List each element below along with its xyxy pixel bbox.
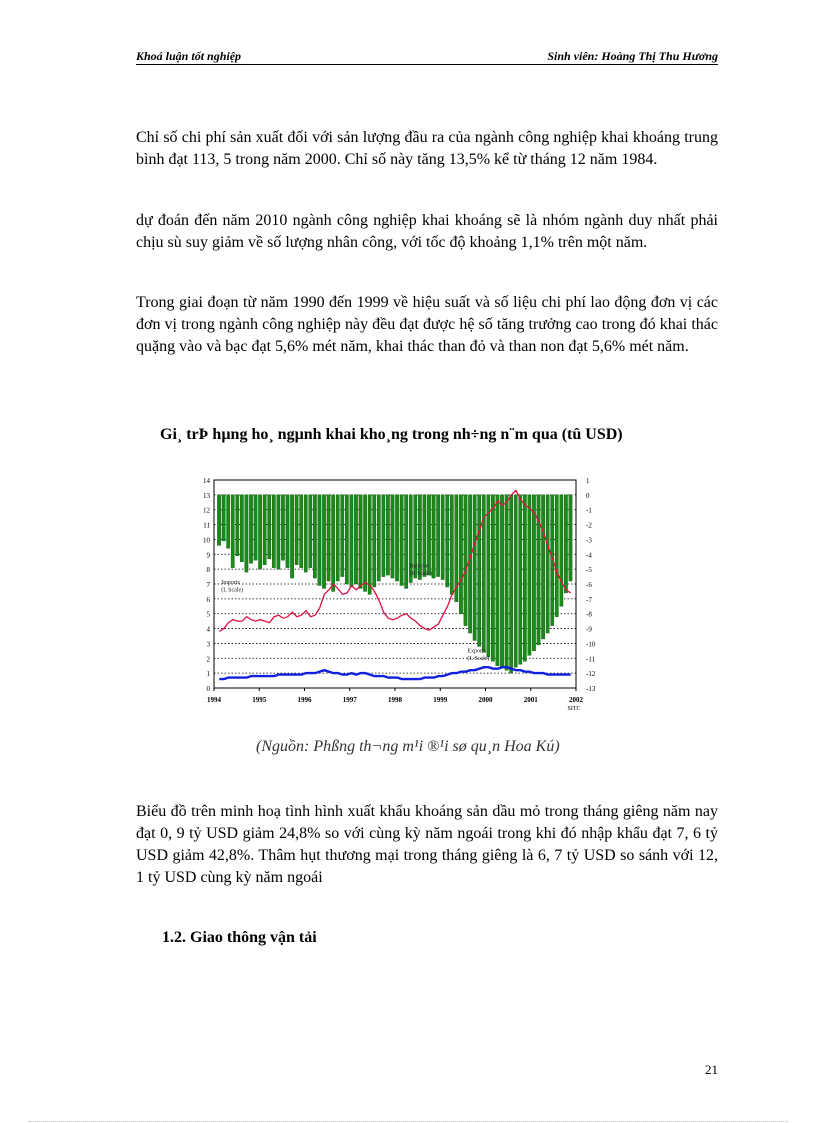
- balance-bar: [217, 495, 220, 546]
- balance-bar: [263, 495, 266, 565]
- left-tick-label: 12: [203, 506, 210, 515]
- balance-bar: [405, 495, 408, 589]
- right-tick-label: -11: [586, 655, 596, 664]
- balance-bar: [500, 495, 503, 667]
- right-tick-label: -12: [586, 670, 596, 679]
- left-tick-label: 7: [206, 581, 210, 589]
- balance-bar: [382, 495, 385, 577]
- balance-bar: [245, 495, 248, 572]
- left-tick-label: 5: [206, 610, 210, 619]
- balance-bar: [277, 495, 280, 569]
- balance-bar: [295, 495, 298, 565]
- left-tick-label: 10: [203, 536, 210, 545]
- x-tick-label: 2000: [478, 696, 493, 704]
- right-tick-label: 1: [586, 477, 590, 485]
- left-tick-label: 11: [203, 521, 210, 530]
- imports-scale-label: (L Scale): [221, 587, 244, 594]
- x-tick-label: 1995: [252, 696, 267, 704]
- balance-bar: [309, 495, 312, 568]
- left-tick-label: 8: [206, 566, 210, 575]
- left-tick-label: 3: [206, 640, 210, 649]
- left-tick-label: 0: [206, 685, 210, 693]
- x-tick-label: 1997: [342, 696, 357, 704]
- balance-bar: [258, 495, 261, 569]
- balance-bar: [363, 495, 366, 592]
- balance-bar: [555, 495, 558, 617]
- balance-bar: [377, 495, 380, 581]
- balance-bar: [354, 495, 357, 584]
- balance-bar: [468, 495, 471, 633]
- balance-bar: [368, 495, 371, 595]
- header-student-name: Sinh viên: Hoàng Thị Thu Hương: [547, 49, 718, 63]
- left-tick-label: 14: [203, 477, 210, 485]
- balance-bar: [322, 495, 325, 589]
- balance-bar: [281, 495, 284, 560]
- balance-bar: [290, 495, 293, 578]
- balance-bar: [249, 495, 252, 563]
- balance-bar: [332, 495, 335, 592]
- paragraph-productivity: Trong giai đoạn từ năm 1990 đến 1999 về hiệu suất và số liệu chi phí lao động đơn vị các đơn vị trong ngành công nghiệp này đều đạt được hệ số tăng trưởng cao trong đó khai thác quặng vào và bạc đạt 5,6% mét năm, khai thác than đỏ và than non đạt 5,6% mét năm.: [136, 294, 718, 355]
- exports-line: [219, 667, 570, 679]
- balance-bar: [345, 495, 348, 584]
- right-tick-label: -6: [586, 581, 592, 589]
- left-tick-label: 4: [206, 625, 210, 634]
- right-tick-label: -7: [586, 595, 592, 604]
- balance-bar: [272, 495, 275, 568]
- balance-bar: [496, 495, 499, 666]
- x-tick-label: 1996: [297, 696, 312, 704]
- balance-bar: [231, 495, 234, 568]
- balance-bar: [286, 495, 289, 568]
- right-tick-label: -10: [586, 640, 596, 649]
- left-tick-label: 6: [206, 595, 210, 604]
- left-tick-label: 13: [203, 491, 210, 500]
- balance-bar: [313, 495, 316, 578]
- header-thesis-label: Khoá luận tốt nghiệp: [136, 49, 242, 63]
- balance-bar: [464, 495, 467, 626]
- right-tick-label: -2: [586, 521, 592, 530]
- balance-bar: [560, 495, 563, 606]
- balance-bar: [532, 495, 535, 651]
- balance-bar: [441, 495, 444, 580]
- right-tick-label: 0: [586, 491, 590, 500]
- page-bottom-border: [28, 1121, 788, 1122]
- x-tick-label: 2001: [523, 696, 538, 704]
- balance-bar: [432, 495, 435, 578]
- balance-bar: [541, 495, 544, 639]
- balance-bar: [341, 495, 344, 577]
- balance-label: Balance: [409, 563, 429, 570]
- balance-bar: [304, 495, 307, 572]
- balance-bar: [222, 495, 225, 541]
- x-tick-label: 1998: [388, 696, 402, 704]
- left-tick-label: 9: [206, 551, 210, 560]
- balance-bar: [227, 495, 230, 548]
- balance-bar: [446, 495, 449, 587]
- balance-bar: [491, 495, 494, 661]
- right-tick-label: -8: [586, 610, 592, 619]
- balance-bar: [478, 495, 481, 647]
- right-tick-label: -13: [586, 685, 596, 693]
- balance-bar: [240, 495, 243, 562]
- page-header: [136, 48, 718, 65]
- balance-bar: [236, 495, 239, 556]
- balance-bar: [318, 495, 321, 586]
- balance-bar: [510, 495, 513, 673]
- chart-source: (Nguồn: Phßng th¬ng m¹i ®¹i sø qu¸n Hoa Kú): [256, 738, 560, 755]
- x-tick-label: 1999: [433, 696, 448, 704]
- paragraph-cost-index: Chỉ số chi phí sản xuất đối với sản lượng đầu ra của ngành công nghiệp khai khoáng trung bình đạt 113, 5 trong năm 2000. Chỉ số này tăng 13,5% kể từ tháng 12 năm 1984.: [136, 129, 718, 168]
- chart-title: Gi¸ trÞ hµng ho¸ ngµnh khai kho¸ng trong nh÷ng n¨m qua (tû USD): [160, 426, 623, 443]
- balance-bar: [505, 495, 508, 670]
- balance-bar: [523, 495, 526, 661]
- balance-bar: [373, 495, 376, 587]
- balance-bar: [300, 495, 303, 568]
- balance-bar: [537, 495, 540, 645]
- balance-bar: [450, 495, 453, 595]
- x-tick-label: 1994: [207, 696, 221, 704]
- right-tick-label: -9: [586, 625, 592, 634]
- balance-bar: [395, 495, 398, 581]
- x-tick-label: 2002: [569, 696, 583, 704]
- right-tick-label: -1: [586, 506, 592, 515]
- balance-bar: [268, 495, 271, 559]
- section-heading: 1.2. Giao thông vận tải: [162, 929, 317, 946]
- balance-bar: [327, 495, 330, 581]
- balance-bar: [400, 495, 403, 586]
- right-tick-label: -5: [586, 566, 592, 575]
- balance-bar: [336, 495, 339, 581]
- balance-bar: [473, 495, 476, 641]
- balance-bar: [569, 495, 572, 581]
- balance-bar: [254, 495, 257, 560]
- balance-bar: [386, 495, 389, 575]
- balance-bar: [436, 495, 439, 577]
- x-unit-label: SITC: [567, 706, 581, 712]
- mining-trade-chart: [196, 470, 636, 712]
- balance-bar: [564, 495, 567, 593]
- balance-bar: [459, 495, 462, 614]
- paragraph-chart-description: Biểu đồ trên minh hoạ tình hình xuất khẩu khoáng sản dầu mỏ trong tháng giêng năm nay đạt 0, 9 tỷ USD giảm 24,8% so với cùng kỳ năm ngoái trong khi đó nhập khẩu đạt 7, 6 tỷ USD giảm 42,8%. Thâm hụt thương mại trong tháng giêng là 6, 7 tỷ USD so sánh với 12, 1 tỷ USD cùng kỳ năm ngoái: [136, 803, 718, 886]
- balance-bar: [514, 495, 517, 667]
- paragraph-employment-forecast: dự đoán đến năm 2010 ngành công nghiệp khai khoáng sẽ là nhóm ngành duy nhất phải chịu sù suy giảm về số lượng nhân công, với tốc độ khoảng 1,1% trên một năm.: [136, 212, 718, 251]
- right-tick-label: -3: [586, 536, 592, 545]
- page-number: 21: [705, 1062, 718, 1077]
- balance-bar: [359, 495, 362, 589]
- balance-bar: [546, 495, 549, 633]
- balance-bar: [519, 495, 522, 664]
- balance-bar: [487, 495, 490, 657]
- exports-scale-label: (L Scale): [467, 655, 490, 662]
- balance-bar: [528, 495, 531, 655]
- balance-bar: [350, 495, 353, 587]
- left-tick-label: 1: [206, 670, 210, 679]
- balance-scale-label: (R Scale): [409, 571, 432, 578]
- left-tick-label: 2: [206, 655, 210, 664]
- imports-label: Imports: [221, 580, 240, 586]
- right-tick-label: -4: [586, 551, 592, 560]
- balance-bar: [391, 495, 394, 578]
- exports-label: Exports: [467, 648, 487, 655]
